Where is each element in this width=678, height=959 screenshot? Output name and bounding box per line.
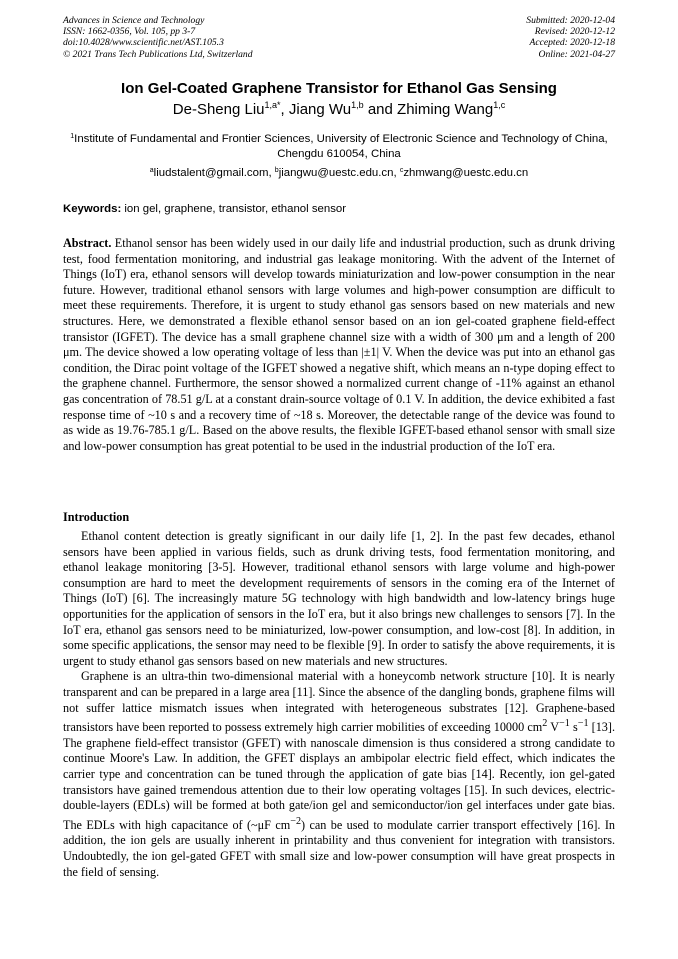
dates-info bbox=[526, 15, 615, 60]
email-sup: a bbox=[149, 167, 154, 174]
affiliation-text: Institute of Fundamental and Frontier Sciences, University of Electronic Science and Technology of China, Chengdu 610054, China bbox=[74, 133, 608, 160]
issn-line: ISSN: 1662-0356, Vol. 105, pp 3-7 bbox=[63, 26, 196, 38]
keywords-label: Keywords: bbox=[63, 203, 122, 215]
superscript: −2 bbox=[290, 815, 302, 827]
abstract-text: Ethanol sensor has been widely used in our daily life and industrial production, such as drunk driving test, food fermentation monitoring, and industrial gas leakage monitoring. With the advent of the Internet of Things (IoT) era, ethanol sensors will develop towards miniaturization and low-power consumption in the near future. However, traditional ethanol sensors with large volumes and high-power consumption are difficult to meet these requirements. Therefore, it is urgent to study ethanol gas sensors based on new materials and new structures. Here, we demonstrated a flexible ethanol sensor based on an ion gel-coated graphene field-effect transistor (IGFET). The device has a small graphene channel size with a width of 300 μm and a length of 200 μm. The device showed a low operating voltage of less than |±1| V. When the device was put into an ethanol gas condition, the Dirac point voltage of the IGFET showed a negative shift, which means an n-type doping effect to the graphene channel. Furthermore, the sensor showed a normalized current change of -11% against an ethanol gas concentration of 78.51 g/L at a constant drain-source voltage of 0.1 V. In addition, the device exhibited a fast response time of ~10 s and a recovery time of ~18 s. Moreover, the detectable range of the device was found to as wide as 19.76-785.1 g/L. Based on the above results, the flexible IGFET-based ethanol sensor with small size and low-power consumption has great potential to be used in the industrial production of the IoT era. bbox=[63, 236, 615, 453]
abstract-label: Abstract. bbox=[63, 236, 112, 250]
text-run: s bbox=[569, 720, 578, 735]
superscript: −1 bbox=[559, 718, 570, 730]
author-sep: , bbox=[280, 101, 289, 118]
author-name: De-Sheng Liu bbox=[172, 101, 265, 118]
email-sup: b bbox=[274, 167, 279, 174]
author-sup: 1,c bbox=[493, 100, 506, 110]
text-run: [13]. The graphene field-effect transistor (GFET) with nanoscale dimension is thus considered a strong candidate to continue Moore's Law. In addition, the GFET displays an ambipolar electric field effect, which indicates the carrier type and concentration can be tuned through the application of gate bias [14]. Recently, ion gel-gated transistors have gained tremendous attention due to their low operating voltages [15]. In such devices, electric-double-layers (EDLs) will be formed at both gate/ion gel and semiconductor/ion gel interfaces under gate bias. The EDLs with high capacitance of (~μF cm bbox=[63, 720, 616, 832]
text-run: V bbox=[547, 720, 560, 735]
email-link[interactable]: liudstalent@gmail.com bbox=[153, 167, 269, 179]
journal-info bbox=[63, 15, 253, 60]
journal-name: Advances in Science and Technology bbox=[63, 15, 205, 26]
revised-date: Revised: 2020-12-12 bbox=[534, 26, 615, 38]
email-link[interactable]: zhmwang@uestc.edu.cn bbox=[403, 167, 529, 179]
email-sep: , bbox=[268, 167, 275, 179]
email-sep: , bbox=[393, 167, 400, 179]
keywords bbox=[63, 203, 615, 215]
accepted-date: Accepted: 2020-12-18 bbox=[529, 37, 615, 49]
affiliation-sup: 1 bbox=[70, 133, 75, 140]
paragraph: Ethanol content detection is greatly significant in our daily life [1, 2]. In the past few decades, ethanol sensors have been applied in various fields, such as drunk driving tests, food fermentation monitoring, and ethanol leakage monitoring [3-5]. However, traditional ethanol sensors with large volume and high-power consumption are hard to meet the development requirements of sensors in the coming era of the Internet of Things (IoT) [6]. The increasingly mature 5G technology with high bandwidth and low-latency brings huge opportunities for the application of sensors in the IoT era, but it also brings new challenges to sensors [7]. In the IoT era, ethanol gas sensors need to be miniaturized, low-power consumption, and low-cost [8]. In addition, in some specific applications, the sensor may need to be flexible [9]. In order to satisfy the above requirements, it is urgent to study ethanol gas sensors based on new materials and new structures. bbox=[63, 529, 615, 668]
author-sup: 1,b bbox=[351, 100, 364, 110]
text-run: Graphene is an ultra-thin two-dimensional material with a honeycomb network structure [10]. It is nearly transparent and can be prepared in a large area [11]. Since the absence of the dangling bonds, graphene films will not suffer lattice mismatch issues when integrated with heterogeneous substrates [12]. Graphene-based transistors have been reported to possess extremely high carrier mobilities of exceeding 10000 cm bbox=[63, 669, 615, 735]
superscript: −1 bbox=[577, 718, 589, 730]
keywords-text: ion gel, graphene, transistor, ethanol sensor bbox=[121, 203, 347, 215]
online-date: Online: 2021-04-27 bbox=[538, 48, 615, 60]
copyright-line: © 2021 Trans Tech Publications Ltd, Switzerland bbox=[63, 48, 253, 60]
superscript: 2 bbox=[542, 718, 548, 730]
affiliation bbox=[63, 132, 615, 161]
email-sup: c bbox=[399, 167, 404, 174]
author-sep: and bbox=[363, 101, 398, 118]
abstract bbox=[63, 236, 615, 454]
section-heading-introduction: Introduction bbox=[63, 510, 130, 524]
email-list bbox=[0, 167, 678, 179]
email-link[interactable]: jiangwu@uestc.edu.cn bbox=[278, 167, 394, 179]
doi-line[interactable]: doi:10.4028/www.scientific.net/AST.105.3 bbox=[63, 37, 224, 49]
paper-title: Ion Gel-Coated Graphene Transistor for Ethanol Gas Sensing bbox=[121, 80, 557, 97]
introduction-body bbox=[63, 529, 615, 880]
author-name: Jiang Wu bbox=[288, 101, 352, 118]
author-sup: 1,a* bbox=[264, 100, 281, 110]
author-list bbox=[0, 101, 678, 118]
text-run: ) can be used to modulate carrier transport effectively [16]. In addition, the ion gels are usually inherent in printability and thus convenient for integration with transistors. Undoubtedly, the ion gel-gated GFET with small size and low-power consumption will have great prospects in the field of sensing. bbox=[63, 817, 615, 879]
submitted-date: Submitted: 2020-12-04 bbox=[526, 15, 615, 26]
paragraph bbox=[63, 669, 615, 880]
author-name: Zhiming Wang bbox=[397, 101, 494, 118]
